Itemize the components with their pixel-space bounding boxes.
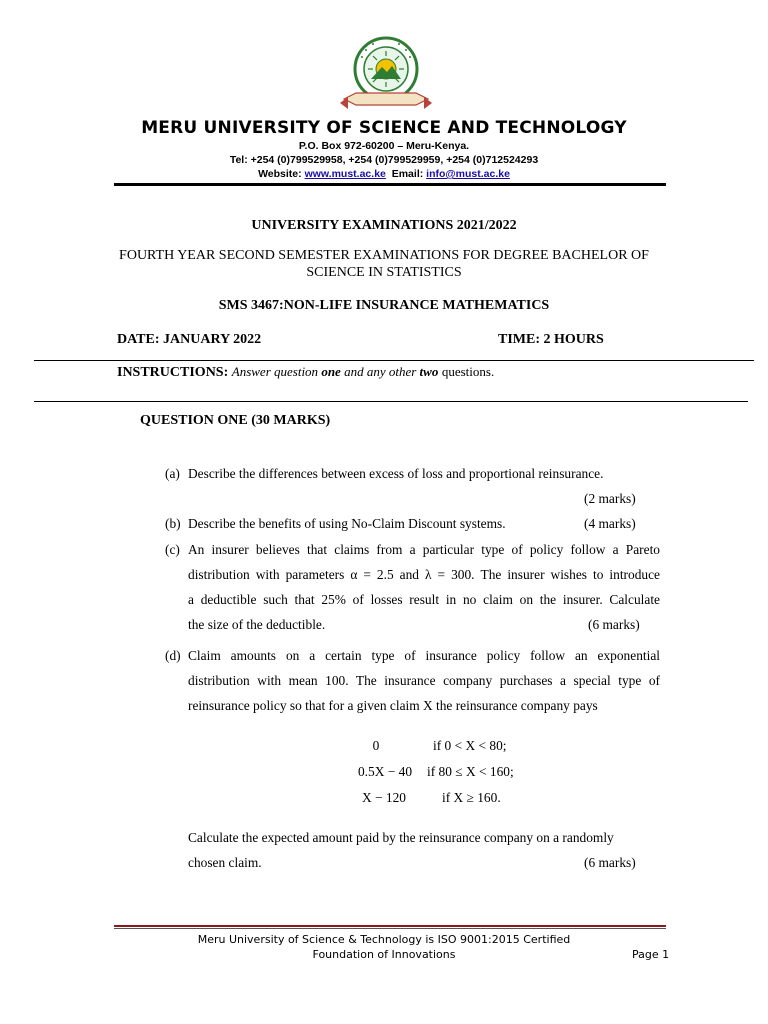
email-label: Email: bbox=[391, 168, 424, 180]
qb-marks: (4 marks) bbox=[584, 516, 636, 531]
qd-line1: Claim amounts on a certain type of insurance policy follow an exponential bbox=[188, 648, 660, 663]
course-title: SMS 3467:NON-LIFE INSURANCE MATHEMATICS bbox=[218, 298, 550, 313]
instructions bbox=[117, 364, 494, 381]
instructions-text-2: and any other bbox=[344, 364, 417, 379]
footer-rule-grey bbox=[114, 928, 666, 929]
qd-marks: (6 marks) bbox=[584, 855, 636, 870]
qd-line5: chosen claim. bbox=[188, 855, 262, 870]
qd-line3: reinsurance policy so that for a given claim X the reinsurance company pays bbox=[188, 698, 598, 713]
exam-date: DATE: JANUARY 2022 bbox=[117, 332, 262, 347]
case-value-2: 0.5X − 40 bbox=[357, 764, 413, 779]
university-logo bbox=[338, 33, 434, 117]
footer-rule-red bbox=[114, 925, 666, 927]
qc-marks: (6 marks) bbox=[588, 617, 640, 632]
exam-time: TIME: 2 HOURS bbox=[498, 332, 604, 347]
case-condition-1: if 0 < X < 80; bbox=[433, 738, 507, 753]
case-condition-3: if X ≥ 160. bbox=[442, 790, 501, 805]
instructions-two: two bbox=[419, 364, 439, 379]
case-value-3: X − 120 bbox=[361, 790, 406, 805]
case-value-1: 0 bbox=[372, 738, 380, 753]
telephone-numbers: Tel: +254 (0)799529958, +254 (0)799529959, +254 (0)712524293 bbox=[229, 154, 539, 166]
qb-label: (b) bbox=[165, 516, 181, 531]
qa-text: Describe the differences between excess of loss and proportional reinsurance. bbox=[188, 466, 604, 481]
question-one-heading: QUESTION ONE (30 MARKS) bbox=[140, 413, 331, 428]
qc-line1: An insurer believes that claims from a particular type of policy follow a Pareto bbox=[188, 542, 660, 557]
exam-subtitle-line2: SCIENCE IN STATISTICS bbox=[306, 265, 462, 280]
instructions-text-3: questions. bbox=[441, 364, 495, 379]
page-number: Page 1 bbox=[632, 948, 670, 961]
website-link[interactable]: www.must.ac.ke bbox=[304, 168, 386, 180]
header-rule bbox=[114, 183, 666, 186]
qb-text: Describe the benefits of using No-Claim Discount systems. bbox=[188, 516, 506, 531]
instructions-one: one bbox=[321, 364, 341, 379]
postal-address: P.O. Box 972-60200 – Meru-Kenya. bbox=[298, 140, 470, 152]
case-condition-2: if 80 ≤ X < 160; bbox=[427, 764, 514, 779]
qd-label: (d) bbox=[165, 648, 181, 663]
instructions-label: INSTRUCTIONS: bbox=[117, 365, 229, 380]
qc-line2: distribution with parameters α = 2.5 and λ = 300. The insurer wishes to introduce bbox=[188, 567, 660, 582]
instructions-rule bbox=[34, 401, 748, 402]
instructions-text-1: Answer question bbox=[231, 364, 319, 379]
email-link[interactable]: info@must.ac.ke bbox=[426, 168, 510, 180]
qc-line3: a deductible such that 25% of losses result in no claim on the insurer. Calculate bbox=[188, 592, 660, 607]
qd-line2: distribution with mean 100. The insurance company purchases a special type of bbox=[188, 673, 660, 688]
qa-label: (a) bbox=[165, 466, 180, 481]
website-label: Website: bbox=[258, 168, 302, 180]
exam-title: UNIVERSITY EXAMINATIONS 2021/2022 bbox=[251, 218, 517, 233]
qc-label: (c) bbox=[165, 542, 180, 557]
qa-marks: (2 marks) bbox=[584, 491, 636, 506]
qc-line4: the size of the deductible. bbox=[188, 617, 326, 632]
university-name: MERU UNIVERSITY OF SCIENCE AND TECHNOLOGY bbox=[141, 118, 627, 138]
qd-line4: Calculate the expected amount paid by the reinsurance company on a randomly bbox=[188, 830, 614, 845]
contact-line bbox=[0, 167, 768, 181]
exam-subtitle-line1: FOURTH YEAR SECOND SEMESTER EXAMINATIONS FOR DEGREE BACHELOR OF bbox=[119, 248, 649, 263]
footer-motto: Foundation of Innovations bbox=[312, 948, 456, 961]
footer-iso: Meru University of Science & Technology is ISO 9001:2015 Certified bbox=[197, 933, 571, 946]
date-rule bbox=[34, 360, 754, 361]
